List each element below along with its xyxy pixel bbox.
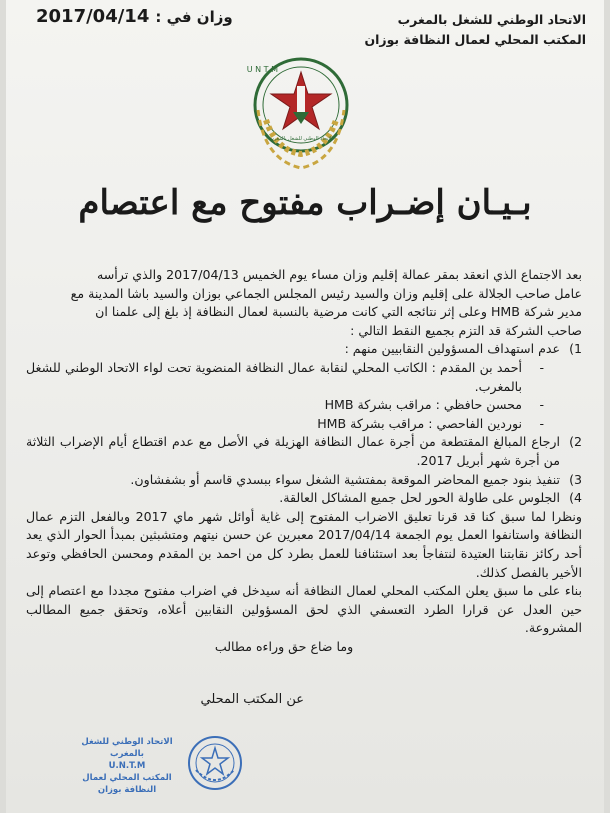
intro-line: عامل صاحب الجلالة على إقليم وزان والسيد رئيس المجلس الجماعي بوزان والسيد باشا المدينة مع (70, 285, 582, 301)
union-logo-icon (246, 50, 356, 180)
point-item (26, 471, 582, 490)
point-text: الجلوس على طاولة الحور لحل جميع المشاكل العالقة. (279, 490, 560, 506)
point-text: ارجاع المبالغ المقتطعة من أجرة عمال النظافة الهزيلة في الأصل مع عدم اقتطاع أيام الإضراب الثلاثة من أجرة شهر أبريل 2017. (26, 434, 560, 468)
person-text: أحمد بن المقدم : الكاتب المحلي لنقابة عمال النظافة المنضوية تحت لواء الاتحاد الوطني للشغل بالمغرب. (26, 359, 522, 394)
person-item: - نوردين الفاحصي : مراقب بشركة HMB (26, 415, 582, 434)
date-label: وزان في : (155, 8, 233, 26)
point-item (26, 433, 582, 470)
logo-inner-text: الاتحاد الوطني للشغل بالمغرب (269, 136, 333, 142)
stamp-logo-icon (186, 734, 244, 792)
paragraph-announcement: بناء على ما سبق يعلن المكتب المحلي لعمال النظافة أنه سيدخل في اضراب مفتوح مجددا مع اعتصام إلى حين العدل عن قرارا الطرد التعسفي الذي لحق المسؤولين النقابين أعلاه، وتحقق جميع المطالب المشروعة. (26, 583, 582, 636)
date-value: 2017/04/14 (36, 6, 150, 27)
point-text: عدم استهداف المسؤولين النقابيين منهم : (344, 341, 560, 357)
point-number: 4) (569, 490, 582, 506)
stamp-text (68, 736, 186, 796)
person-item: - محسن حافظي : مراقب بشركة HMB (26, 396, 582, 415)
point-number: 3) (569, 471, 582, 487)
intro-line: صاحب الشركة قد التزم بجميع النقط التالي : (350, 322, 582, 338)
org-office: المكتب المحلي لعمال النظافة بوزان (364, 32, 586, 47)
org-name: الاتحاد الوطني للشغل بالمغرب (397, 12, 586, 27)
signature-line: عن المكتب المحلي (200, 692, 304, 707)
document-body (26, 266, 582, 656)
date-line (36, 6, 233, 27)
stamp-line: النظافة بوزان (97, 785, 157, 795)
person-item: - أحمد بن المقدم : الكاتب المحلي لنقابة عمال النظافة المنضوية تحت لواء الاتحاد الوطني للشغل بالمغرب. (26, 359, 582, 396)
point-item (26, 489, 582, 508)
stamp-line: المكتب المحلي لعمال (82, 773, 172, 783)
point-text: تنفيذ بنود جميع المحاضر الموقعة بمفتشية الشغل سواء ببسدي قاسم أو بشفشاون. (130, 471, 560, 487)
document-page (6, 0, 604, 813)
person-text: نوردين الفاحصي : مراقب بشركة HMB (317, 415, 522, 431)
document-title: بـيـان إضـراب مفتوح مع اعتصام (78, 183, 532, 223)
paragraph-decision: ونظرا لما سبق كنا قد قرنا تعليق الاضراب المفتوح إلى غاية أوائل شهر ماي 2017 وبالفعل التزم عمال النظافة واستانفوا العمل يوم الجمعة 2017/04/14 معبرين عن حسن نيتهم ومتشبثين بمبدأ الحوار الذي يعد أحد ركائز نقابتنا العتيدة لنتفاجأ بعد استئنافنا للعمل بطرد كل من احمد بن المقدم ومحسن الحافظي وتوعد الأخير بالفصل كذلك. (26, 508, 582, 580)
point-number: 2) (569, 434, 582, 450)
closing-line: وما ضاع حق وراءه مطالب (214, 638, 354, 654)
point-item (26, 340, 582, 359)
org-header (364, 10, 586, 50)
logo-letter-u: U N T M (246, 65, 278, 74)
intro-line: بعد الاجتماع الذي انعقد بمقر عمالة إقليم وزان مساء يوم الخميس 2017/04/13 والذي ترأسه (97, 267, 582, 282)
intro-line: مدير شركة HMB وعلى إثر نتائجه التي كانت مرضية بالنسبة لعمال النظافة إذ بلغ إلى علمنا ان (95, 304, 582, 320)
stamp-line: الاتحاد الوطني للشغل بالمغرب (81, 737, 173, 759)
stamp-line: U.N.T.M (108, 761, 146, 771)
person-text: محسن حافظي : مراقب بشركة HMB (324, 397, 522, 413)
point-number: 1) (569, 341, 582, 357)
union-stamp (68, 734, 246, 796)
